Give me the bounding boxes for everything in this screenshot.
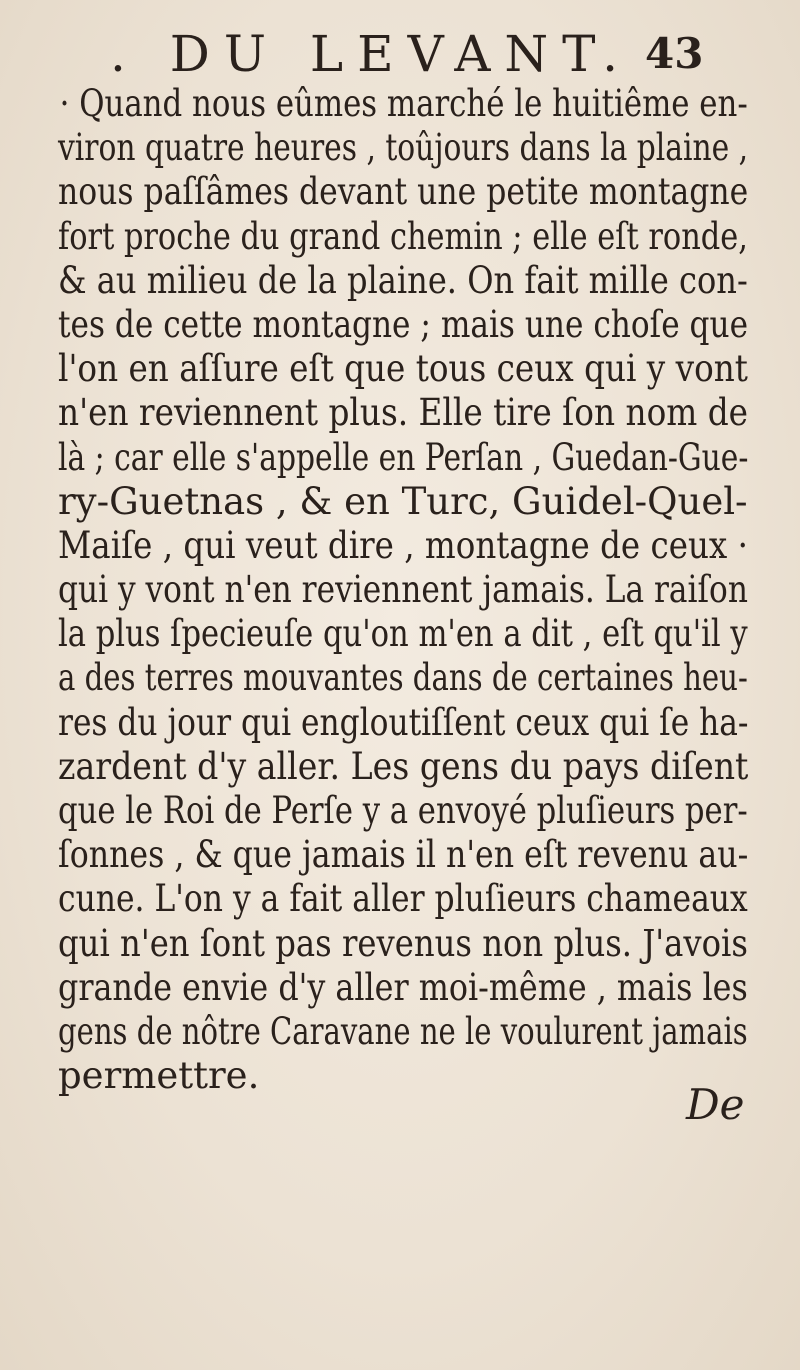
text-line: tes de cette montagne ; mais une choſe que [58, 302, 749, 346]
page-number: 43 [645, 29, 704, 78]
text-line: fort proche du grand chemin ; elle eſt ronde, [58, 214, 748, 258]
text-line: ſonnes , & que jamais il n'en eſt revenu au- [58, 833, 749, 877]
text-line: permettre. [58, 1054, 260, 1098]
text-line: gens de nôtre Caravane ne le voulurent jamais [58, 1009, 748, 1053]
text-line: qui n'en ſont pas revenus non plus. J'avois [58, 921, 748, 965]
text-line: viron quatre heures , toûjours dans la plaine , [58, 126, 749, 170]
text-line: zardent d'y aller. Les gens du pays diſent [58, 744, 749, 788]
text-line: cune. L'on y a fait aller pluſieurs chameaux [58, 877, 748, 921]
catchword: De [686, 1080, 745, 1129]
text-line: ry-Guetnas , & en Turc, Guidel-Quel- [58, 479, 748, 523]
text-line: res du jour qui engloutiſſent ceux qui ſe ha- [58, 700, 749, 744]
text-line: & au milieu de la plaine. On fait mille con- [58, 258, 748, 302]
text-line: n'en reviennent plus. Elle tire ſon nom de [58, 391, 749, 435]
text-line: qui y vont n'en reviennent jamais. La raiſon [58, 568, 748, 612]
text-line: Maiſe , qui veut dire , montagne de ceux · [58, 523, 748, 567]
text-line: nous paſſâmes devant une petite montagne [58, 170, 749, 214]
body-text [58, 82, 748, 1098]
text-line: l'on en aſſure eſt que tous ceux qui y vont [58, 347, 748, 391]
text-line: · Quand nous eûmes marché le huitiême en- [59, 82, 748, 125]
text-line: a des terres mouvantes dans de certaines heu- [58, 656, 748, 700]
text-line: la plus ſpecieuſe qu'on m'en a dit , eſt qu'il y [58, 612, 748, 656]
text-line: là ; car elle s'appelle en Perſan , Guedan-Gue- [58, 435, 749, 479]
text-line: grande envie d'y aller moi-même , mais les [58, 965, 748, 1009]
text-line: que le Roi de Perſe y a envoyé pluſieurs per- [58, 789, 748, 832]
running-head [110, 24, 710, 84]
running-title: . DU LEVANT. [110, 25, 633, 83]
